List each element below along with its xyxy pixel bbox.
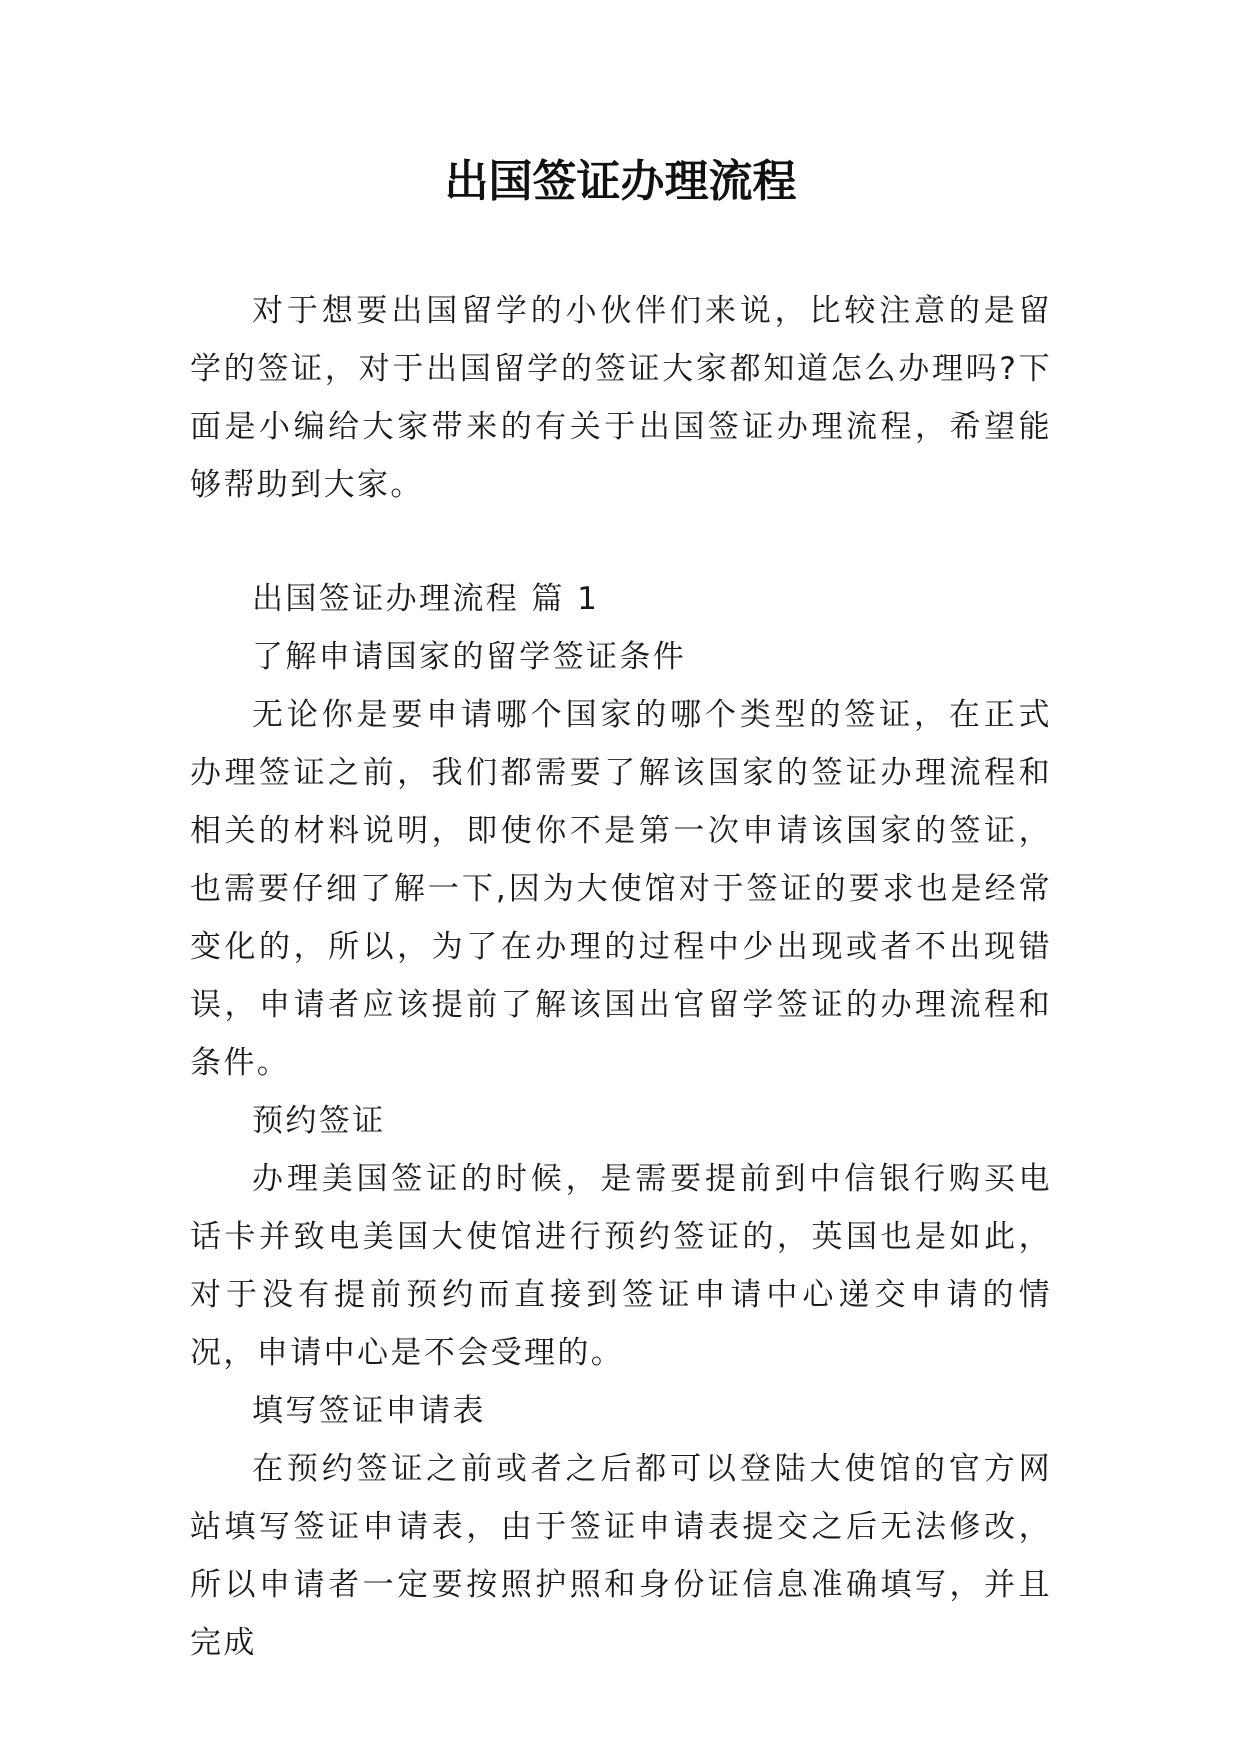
intro-paragraph: 对于想要出国留学的小伙伴们来说，比较注意的是留学的签证，对于出国留学的签证大家都知道怎么办理吗?下面是小编给大家带来的有关于出国签证办理流程，希望能够帮助到大家。 xyxy=(190,293,1052,503)
step-heading-application-form: 填写签证申请表 xyxy=(252,1393,486,1429)
body-paragraph: 无论你是要申请哪个国家的哪个类型的签证，在正式办理签证之前，我们都需要了解该国家的签证办理流程和相关的材料说明，即使你不是第一次申请该国家的签证，也需要仔细了解一下,因为大使馆对于签证的要求也是经常变化的，所以，为了在办理的过程中少出现或者不出现错误，申请者应该提前了解该国出官留学签证的办理流程和条件。 xyxy=(190,697,1052,1081)
document-title: 出国签证办理流程 xyxy=(444,156,797,207)
body-paragraph: 在预约签证之前或者之后都可以登陆大使馆的官方网站填写签证申请表，由于签证申请表提交之后无法修改，所以申请者一定要按照护照和身份证信息准确填写，并且完成 xyxy=(190,1451,1052,1661)
step-heading-conditions: 了解申请国家的留学签证条件 xyxy=(252,639,687,675)
document-body xyxy=(190,282,1052,1672)
body-paragraph: 办理美国签证的时候，是需要提前到中信银行购买电话卡并致电美国大使馆进行预约签证的，英国也是如此，对于没有提前预约而直接到签证申请中心递交申请的情况，申请中心是不会受理的。 xyxy=(190,1161,1052,1371)
section-heading: 出国签证办理流程 篇 1 xyxy=(252,581,600,617)
step-heading-appointment: 预约签证 xyxy=(252,1103,386,1139)
